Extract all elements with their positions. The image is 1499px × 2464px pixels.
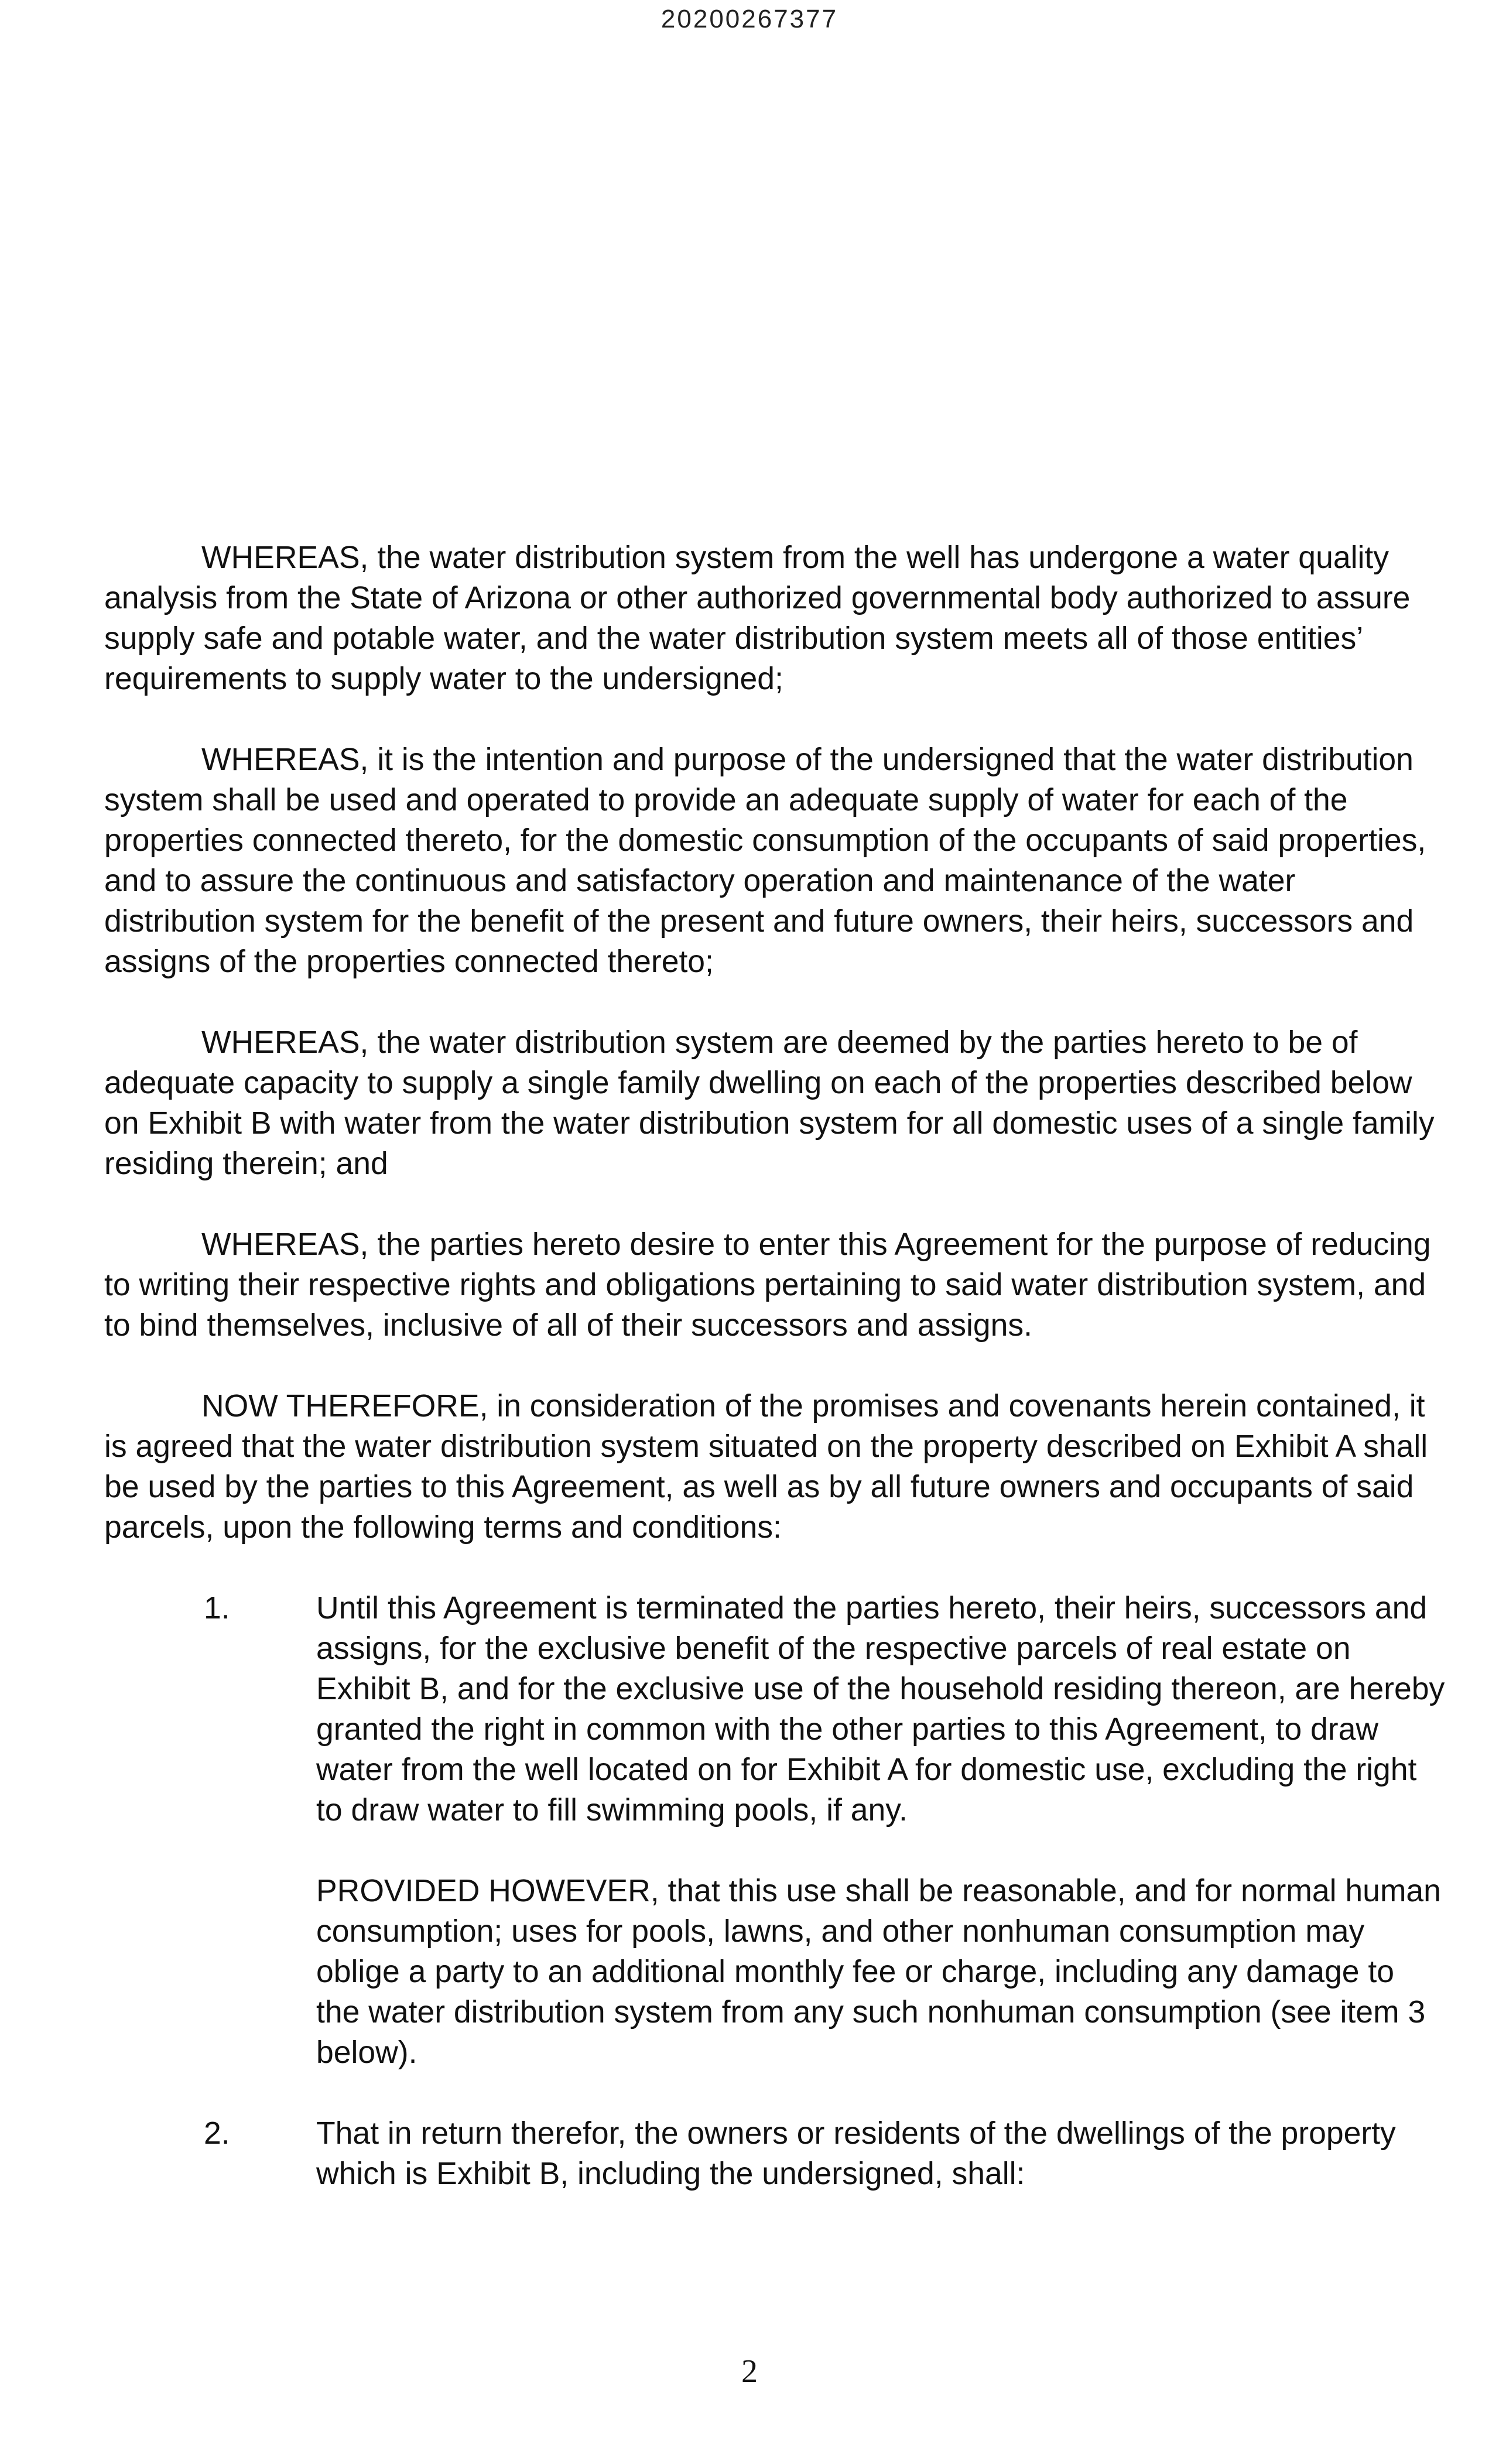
item-text: Until this Agreement is terminated the parties hereto, their heirs, successors and assigns, for the exclusive benefit of the respective parcels of real estate on Exhibit B, and for the exclusive use of the household residing thereon, are hereby granted the right in common with the other parties to this Agreement, to draw water from the well located on for Exhibit A for domestic use, excluding the right to draw water to fill swimming pools, if any.	[316, 1591, 1445, 1828]
item-number: 1.	[204, 1591, 230, 1625]
document-number: 20200267377	[660, 5, 839, 33]
numbered-item-2	[104, 2113, 1445, 2194]
provided-however-paragraph: PROVIDED HOWEVER, that this use shall be reasonable, and for normal human consumption; uses for pools, lawns, and other nonhuman consumption may oblige a party to an additional monthly fee or charge, including any damage to the water distribution system from any such nonhuman consumption (see item 3 below).	[316, 1874, 1441, 2070]
whereas-paragraph-2: WHEREAS, it is the intention and purpose of the undersigned that the water distribution system shall be used and operated to provide an adequate supply of water for each of the properties connected thereto, for the domestic consumption of the occupants of said properties, and to assure the continuous and satisfactory operation and maintenance of the water distribution system for the benefit of the present and future owners, their heirs, successors and assigns of the properties connected thereto;	[104, 742, 1426, 979]
item-text: That in return therefor, the owners or residents of the dwellings of the property which is Exhibit B, including the undersigned, shall:	[316, 2116, 1396, 2191]
numbered-item-1	[104, 1588, 1445, 1830]
page-number: 2	[741, 2353, 758, 2390]
whereas-paragraph-1: WHEREAS, the water distribution system from the well has undergone a water quality analysis from the State of Arizona or other authorized governmental body authorized to assure supply safe and potable water, and the water distribution system meets all of those entities’ requirements to supply water to the undersigned;	[104, 540, 1411, 696]
whereas-paragraph-3: WHEREAS, the water distribution system are deemed by the parties hereto to be of adequate capacity to supply a single family dwelling on each of the properties described below on Exhibit B with water from the water distribution system for all domestic uses of a single family residing therein; and	[104, 1025, 1435, 1181]
item-number: 2.	[204, 2116, 230, 2151]
whereas-paragraph-4: WHEREAS, the parties hereto desire to enter this Agreement for the purpose of reducing to writing their respective rights and obligations pertaining to said water distribution system, and to bind themselves, inclusive of all of their successors and assigns.	[104, 1227, 1431, 1343]
now-therefore-paragraph: NOW THEREFORE, in consideration of the promises and covenants herein contained, it is agreed that the water distribution system situated on the property described on Exhibit A shall be used by the parties to this Agreement, as well as by all future owners and occupants of said parcels, upon the following terms and conditions:	[104, 1389, 1428, 1545]
document-body	[104, 538, 1445, 2234]
